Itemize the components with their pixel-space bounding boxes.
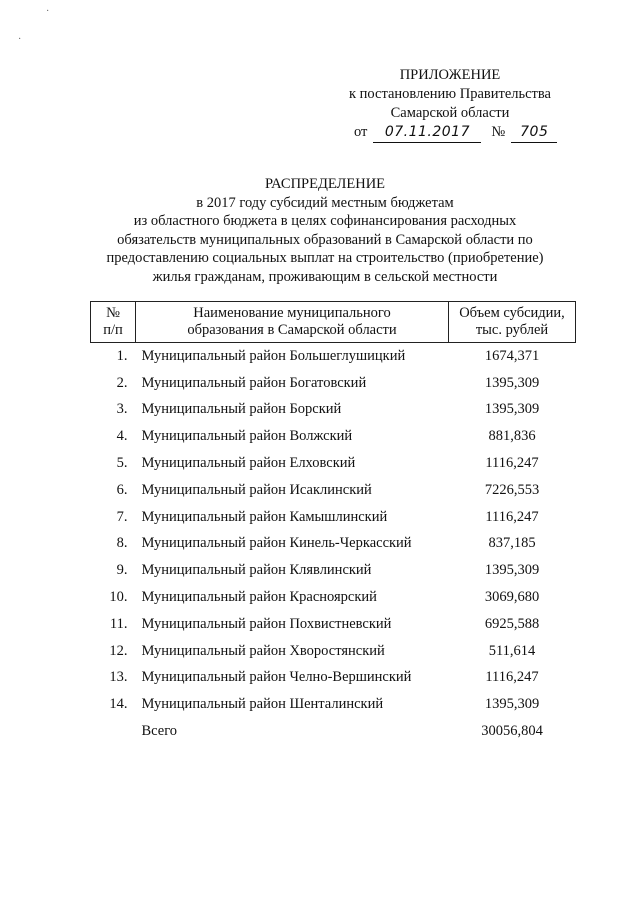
table-row: [91, 477, 576, 504]
row-amount: 1395,309: [484, 401, 540, 418]
row-number: 14.: [109, 696, 128, 713]
appendix-heading: ПРИЛОЖЕНИЕ: [399, 67, 501, 83]
row-number: 2.: [116, 374, 128, 391]
row-municipality: Муниципальный район Волжский: [141, 428, 353, 445]
header-name: [136, 302, 449, 343]
header-text: №: [106, 305, 120, 321]
row-number: 7.: [116, 508, 128, 525]
total-amount: 30056,804: [481, 723, 543, 740]
row-number: 10.: [109, 589, 128, 606]
table-row: [91, 638, 576, 665]
header-text: тыс. рублей: [475, 322, 549, 338]
row-number: 13.: [109, 669, 128, 686]
title-line: в 2017 году субсидий местным бюджетам: [196, 194, 454, 211]
scan-speck: ·: [18, 34, 22, 45]
row-number: 5.: [116, 455, 128, 472]
document-title: [60, 175, 590, 286]
row-amount: 1116,247: [485, 508, 539, 525]
table-row: [91, 343, 576, 370]
row-municipality: Муниципальный район Елховский: [141, 455, 356, 472]
total-number-cell: [91, 718, 136, 745]
header-amount: [449, 302, 576, 343]
total-row: [91, 718, 576, 745]
table-row: [91, 450, 576, 477]
header-number: [91, 302, 136, 343]
header-text: Объем субсидии,: [459, 305, 565, 321]
row-municipality: Муниципальный район Клявлинский: [141, 562, 372, 579]
row-amount: 1116,247: [485, 669, 539, 686]
number-prefix: №: [491, 124, 506, 140]
row-amount: 7226,553: [484, 481, 540, 498]
row-municipality: Муниципальный район Камышлинский: [141, 508, 388, 525]
appendix-date-line: [330, 123, 570, 143]
header-text: Наименование муниципального: [193, 305, 391, 321]
row-amount: 3069,680: [484, 589, 540, 606]
row-amount: 837,185: [488, 535, 536, 552]
scan-speck: ·: [46, 6, 50, 17]
table-row: [91, 691, 576, 718]
row-number: 6.: [116, 481, 128, 498]
row-number: 4.: [116, 428, 128, 445]
row-amount: 1395,309: [484, 696, 540, 713]
row-number: 9.: [116, 562, 128, 579]
date-prefix: от: [354, 124, 368, 140]
table-row: [91, 557, 576, 584]
row-municipality: Муниципальный район Челно-Вершинский: [141, 669, 412, 686]
table-header-row: [91, 302, 576, 343]
row-municipality: Муниципальный район Борский: [141, 401, 342, 418]
row-number: 1.: [116, 347, 128, 364]
row-municipality: Муниципальный район Большеглушицкий: [141, 347, 406, 364]
row-municipality: Муниципальный район Исаклинский: [141, 481, 372, 498]
table-row: [91, 504, 576, 531]
table-row: [91, 665, 576, 692]
row-amount: 6925,588: [484, 615, 540, 632]
appendix-block: [330, 66, 570, 143]
row-number: 12.: [109, 642, 128, 659]
row-municipality: Муниципальный район Шенталинский: [141, 696, 384, 713]
total-label: Всего: [141, 723, 178, 740]
title-line: предоставлению социальных выплат на строительство (приобретение): [106, 250, 544, 266]
title-line: жилья гражданам, проживающим в сельской местности: [152, 268, 498, 285]
row-number: 8.: [116, 535, 128, 552]
handwritten-number: 705: [511, 123, 557, 143]
row-number: 3.: [116, 401, 128, 418]
row-amount: 1116,247: [485, 455, 539, 472]
table-row: [91, 397, 576, 424]
header-text: образования в Самарской области: [187, 322, 397, 338]
row-municipality: Муниципальный район Богатовский: [141, 374, 367, 391]
table-row: [91, 531, 576, 558]
appendix-line-1: к постановлению Правительства: [349, 86, 551, 102]
row-municipality: Муниципальный район Похвистневский: [141, 615, 392, 632]
title-line: обязательств муниципальных образований в Самарской области по: [117, 231, 533, 248]
row-municipality: Муниципальный район Хворостянский: [141, 642, 385, 659]
appendix-line-2: Самарской области: [390, 105, 510, 121]
row-amount: 1395,309: [484, 374, 540, 391]
table-row: [91, 611, 576, 638]
row-amount: 511,614: [488, 642, 536, 659]
row-amount: 881,836: [488, 428, 536, 445]
row-amount: 1674,371: [484, 347, 540, 364]
table-row: [91, 423, 576, 450]
row-number: 11.: [109, 615, 128, 632]
row-municipality: Муниципальный район Кинель-Черкасский: [141, 535, 412, 552]
title-line: из областного бюджета в целях софинансирования расходных: [133, 213, 517, 229]
handwritten-date: 07.11.2017: [373, 123, 481, 143]
header-text: п/п: [103, 322, 123, 338]
row-amount: 1395,309: [484, 562, 540, 579]
table-row: [91, 370, 576, 397]
subsidy-table: [90, 301, 576, 745]
title-heading: РАСПРЕДЕЛЕНИЕ: [264, 176, 386, 192]
row-municipality: Муниципальный район Красноярский: [141, 589, 377, 606]
table-row: [91, 584, 576, 611]
